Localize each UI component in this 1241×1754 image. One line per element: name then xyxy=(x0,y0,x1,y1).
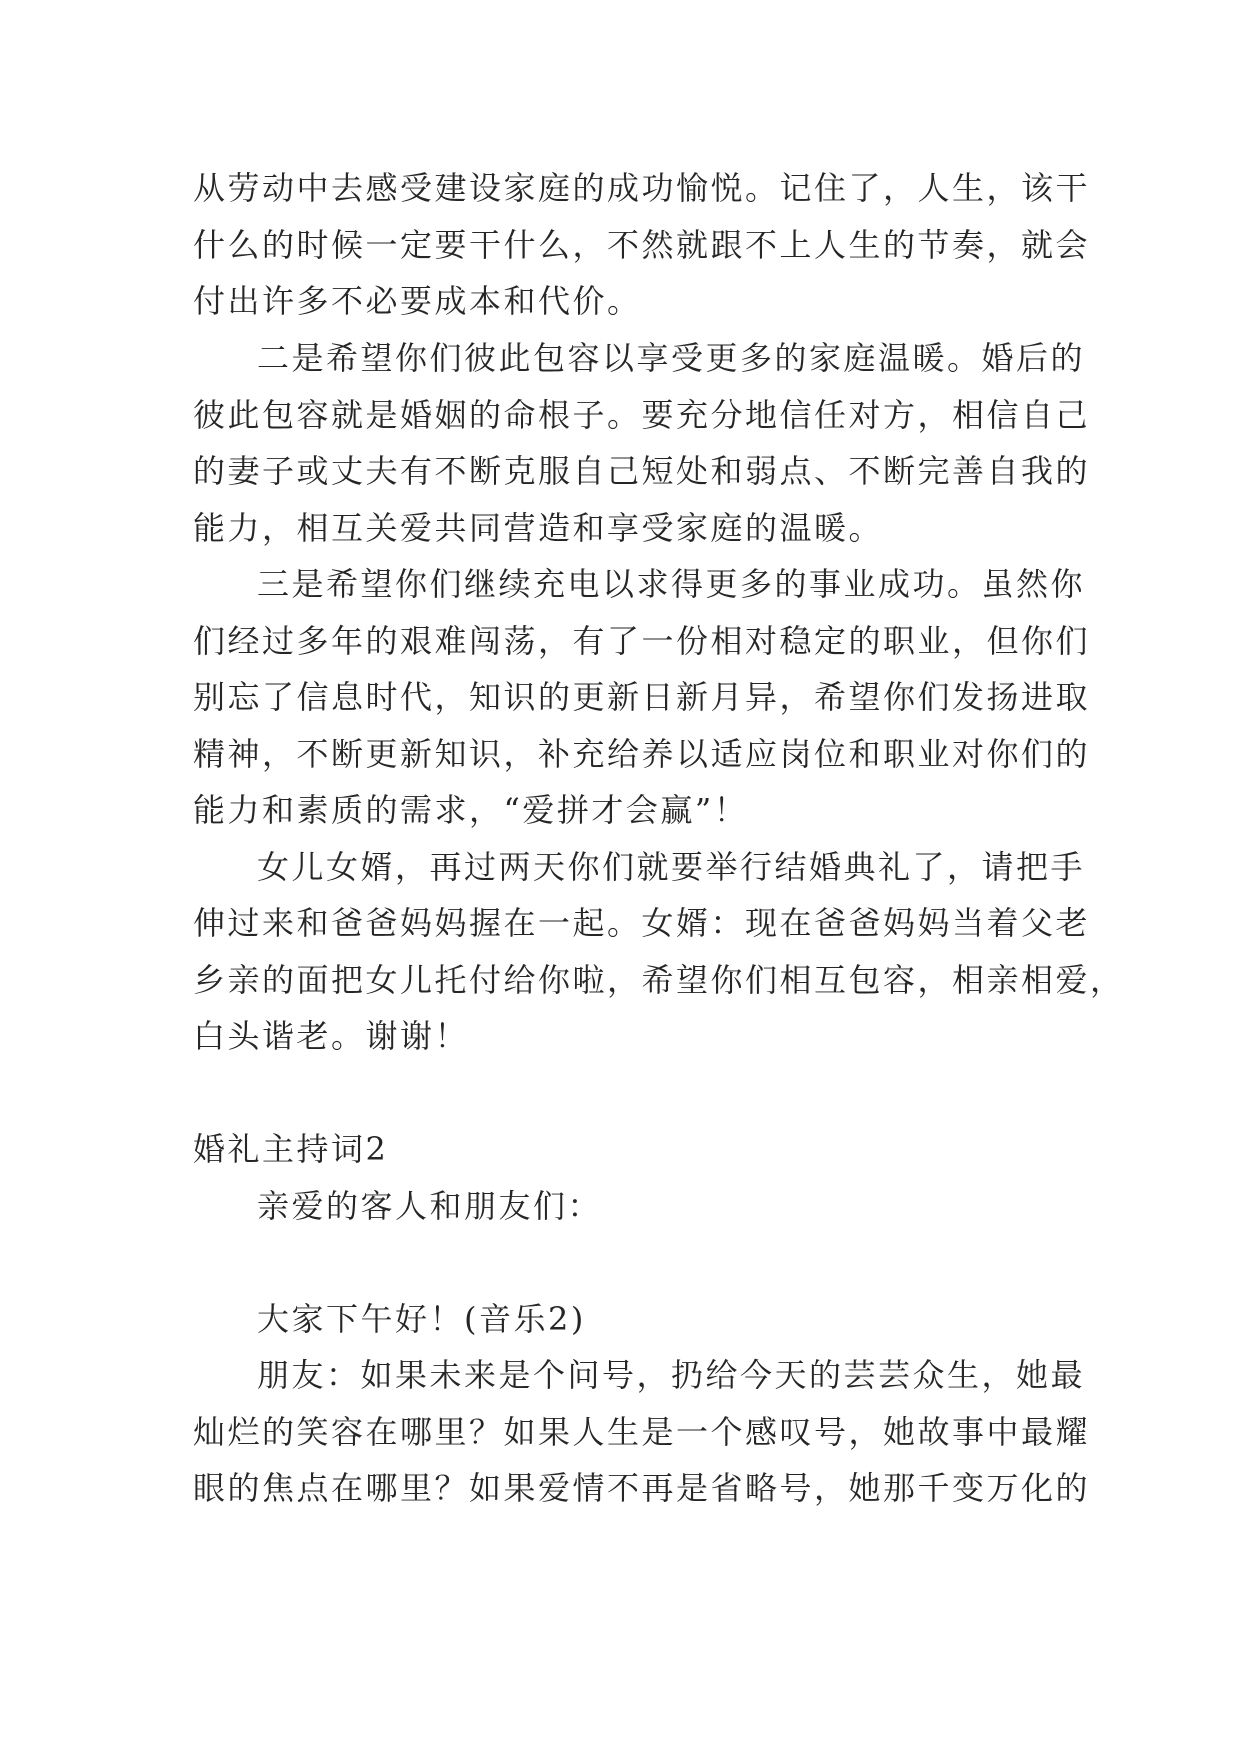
paragraph-line: 们经过多年的艰难闯荡，有了一份相对稳定的职业，但你们 xyxy=(193,622,1091,660)
paragraph-line: 眼的焦点在哪里？如果爱情不再是省略号，她那千变万化的 xyxy=(193,1469,1091,1507)
paragraph-line: 二是希望你们彼此包容以享受更多的家庭温暖。婚后的 xyxy=(257,339,1086,377)
paragraph-line: 从劳动中去感受建设家庭的成功愉悦。记住了，人生，该干 xyxy=(193,169,1091,207)
paragraph-line: 白头谐老。谢谢！ xyxy=(193,1017,470,1055)
paragraph-line: 伸过来和爸爸妈妈握在一起。女婿：现在爸爸妈妈当着父老 xyxy=(193,904,1091,942)
paragraph-line: 朋友：如果未来是个问号，扔给今天的芸芸众生，她最 xyxy=(257,1356,1086,1394)
paragraph-line: 别忘了信息时代，知识的更新日新月异，希望你们发扬进取 xyxy=(193,678,1091,716)
paragraph-line: 能力和素质的需求，“爱拼才会赢”！ xyxy=(193,791,749,829)
paragraph-line: 三是希望你们继续充电以求得更多的事业成功。虽然你 xyxy=(257,565,1086,603)
greeting-line: 大家下午好！(音乐2) xyxy=(257,1300,586,1338)
paragraph-line: 能力，相互关爱共同营造和享受家庭的温暖。 xyxy=(193,509,884,547)
paragraph-line: 付出许多不必要成本和代价。 xyxy=(193,282,642,320)
paragraph-line: 灿烂的笑容在哪里？如果人生是一个感叹号，她故事中最耀 xyxy=(193,1413,1091,1451)
paragraph-line: 什么的时候一定要干什么，不然就跟不上人生的节奏，就会 xyxy=(193,226,1091,264)
salutation-line: 亲爱的客人和朋友们： xyxy=(257,1187,603,1225)
paragraph-line: 女儿女婿，再过两天你们就要举行结婚典礼了，请把手 xyxy=(257,848,1086,886)
paragraph-line: 精神，不断更新知识，补充给养以适应岗位和职业对你们的 xyxy=(193,735,1091,773)
paragraph-line: 的妻子或丈夫有不断克服自己短处和弱点、不断完善自我的 xyxy=(193,452,1091,490)
section-heading: 婚礼主持词2 xyxy=(193,1130,389,1168)
paragraph-line: 彼此包容就是婚姻的命根子。要充分地信任对方，相信自己 xyxy=(193,396,1091,434)
paragraph-line: 乡亲的面把女儿托付给你啦，希望你们相互包容，相亲相爱， xyxy=(193,961,1125,999)
